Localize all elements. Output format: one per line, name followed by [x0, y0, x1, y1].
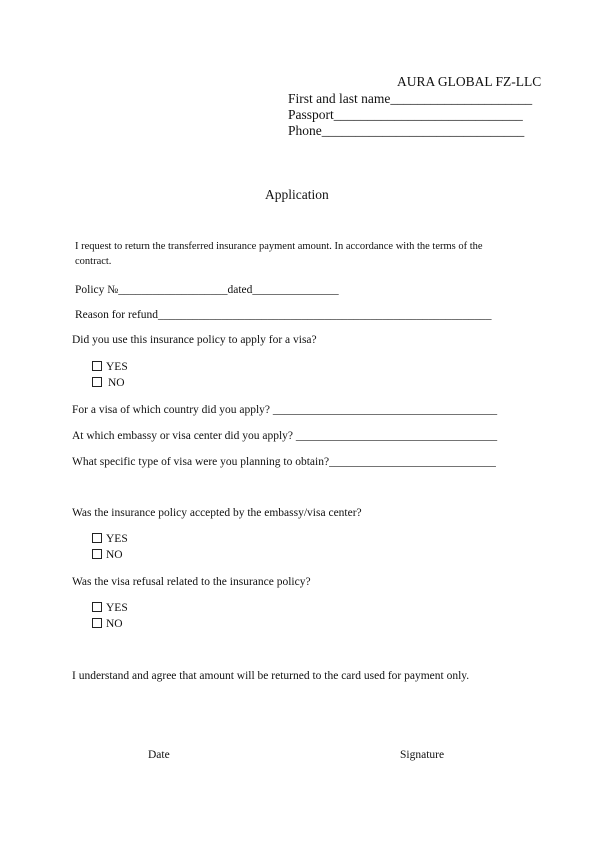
- q3-no-label: NO: [106, 618, 123, 630]
- policy-number-field-line[interactable]: Policy №___________________dated_______________: [75, 284, 339, 296]
- intro-line-1: I request to return the transferred insurance payment amount. In accordance with the terms of the: [75, 241, 483, 252]
- passport-field-line[interactable]: Passport____________________________: [288, 107, 523, 122]
- checkbox-icon[interactable]: [92, 361, 102, 371]
- agreement-statement: I understand and agree that amount will be returned to the card used for payment only.: [72, 670, 470, 682]
- page-title: Application: [265, 187, 329, 202]
- question-refusal-related: Was the visa refusal related to the insurance policy?: [72, 576, 311, 588]
- question-visa-use: Did you use this insurance policy to apply for a visa?: [72, 334, 317, 346]
- q2-yes-option[interactable]: [92, 532, 128, 546]
- company-name: AURA GLOBAL FZ-LLC: [397, 74, 542, 89]
- date-label: Date: [148, 749, 170, 761]
- q3-yes-option[interactable]: [92, 601, 128, 615]
- checkbox-icon[interactable]: [92, 602, 102, 612]
- visa-type-field-line[interactable]: What specific type of visa were you planning to obtain?_____________________________: [72, 456, 496, 468]
- checkbox-icon[interactable]: [92, 618, 102, 628]
- question-policy-accepted: Was the insurance policy accepted by the embassy/visa center?: [72, 507, 362, 519]
- refund-reason-field-line[interactable]: Reason for refund__________________________________________________________: [75, 309, 492, 321]
- q1-no-option[interactable]: [92, 376, 125, 390]
- signature-label: Signature: [400, 749, 445, 761]
- checkbox-icon[interactable]: [92, 533, 102, 543]
- phone-field-line[interactable]: Phone______________________________: [288, 123, 525, 138]
- q1-no-label: NO: [108, 377, 125, 389]
- name-field-line[interactable]: First and last name_____________________: [288, 91, 533, 106]
- visa-country-field-line[interactable]: For a visa of which country did you apply? _______________________________________: [72, 404, 498, 416]
- intro-line-2: contract.: [75, 256, 112, 267]
- q2-no-label: NO: [106, 549, 123, 561]
- q3-yes-label: YES: [106, 602, 128, 614]
- checkbox-icon[interactable]: [92, 549, 102, 559]
- q3-no-option[interactable]: [92, 617, 123, 631]
- embassy-field-line[interactable]: At which embassy or visa center did you apply? ___________________________________: [72, 430, 498, 442]
- q2-yes-label: YES: [106, 533, 128, 545]
- q1-yes-label: YES: [106, 361, 128, 373]
- checkbox-icon[interactable]: [92, 377, 102, 387]
- q2-no-option[interactable]: [92, 548, 123, 562]
- q1-yes-option[interactable]: [92, 360, 128, 374]
